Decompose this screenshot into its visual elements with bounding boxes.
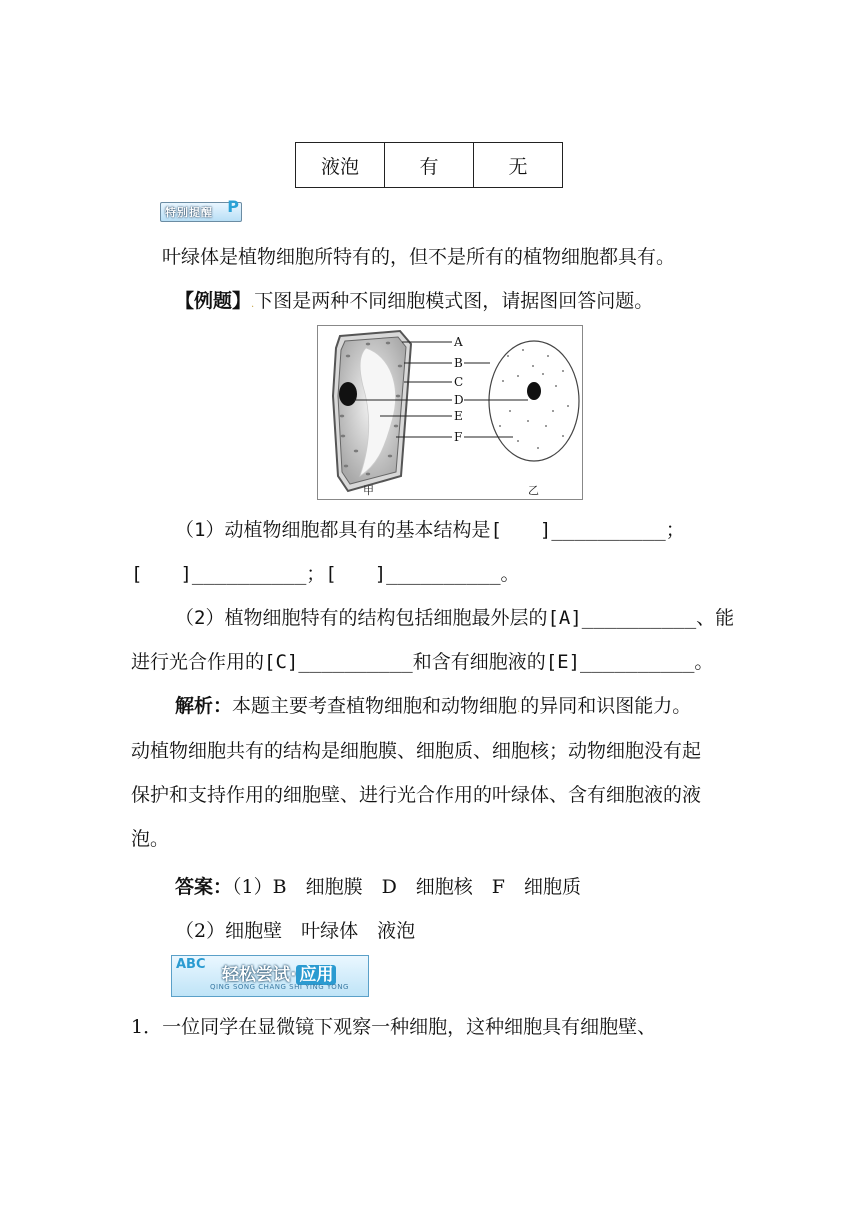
answer-text-1: （1）B 细胞膜 D 细胞核 F 细胞质 (232, 876, 581, 898)
question-2-line-2: 进行光合作用的[C]__________和含有细胞液的[E]__________。 (131, 651, 714, 673)
answer-label: 答案： (175, 876, 233, 898)
comparison-table (295, 142, 563, 188)
badge-label: 特别提醒 (165, 206, 213, 219)
question-2-line-1: （2）植物细胞特有的结构包括细胞最外层的[A]__________、能 (175, 607, 735, 629)
analysis-label: 解析： (175, 695, 233, 717)
question-1-line-1: （1）动植物细胞都具有的基本结构是[ ]__________； (175, 519, 685, 541)
cell-diagram-figure (317, 325, 583, 500)
badge-title-highlight: 应用 (296, 965, 336, 985)
dot-mark: . (251, 299, 255, 310)
analysis-text-1b: 的异同和识图能力。 (520, 695, 692, 717)
special-reminder-badge (160, 197, 242, 222)
badge-title (222, 960, 336, 985)
question-1-line-2: [ ]__________；[ ]__________。 (131, 563, 520, 585)
label-e: E (454, 409, 463, 423)
table-cell-plant: 有 (385, 143, 474, 188)
table-row (296, 143, 563, 188)
label-a: A (454, 335, 463, 349)
tip-text: 叶绿体是植物细胞所特有的，但不是所有的植物细胞都具有。 (162, 246, 676, 268)
table-cell-animal: 无 (474, 143, 563, 188)
answer-line-2: （2）细胞壁 叶绿体 液泡 (175, 920, 416, 942)
label-f: F (454, 430, 463, 444)
analysis-line-2: 动植物细胞共有的结构是细胞膜、细胞质、细胞核；动物细胞没有起 (131, 740, 702, 762)
dot-mark: . (517, 704, 521, 715)
answer-line-1 (175, 873, 581, 901)
question-next: 1．一位同学在显微镜下观察一种细胞，这种细胞具有细胞壁、 (131, 1016, 657, 1038)
example-heading (175, 287, 653, 319)
example-tag: 【例题】 (175, 290, 252, 312)
badge-glyph-icon: P (227, 197, 239, 216)
caption-plant-cell: 甲 (363, 484, 374, 497)
abc-letters-icon: ABC (176, 957, 206, 972)
label-d: D (454, 393, 464, 407)
easy-try-application-badge (171, 955, 369, 997)
table-cell-structure: 液泡 (296, 143, 385, 188)
analysis-line-1 (175, 692, 691, 724)
analysis-line-4: 泡。 (131, 828, 170, 850)
badge-title-text: 轻松尝试· (222, 965, 297, 985)
cell-diagram (318, 326, 582, 499)
badge-subtitle: QING SONG CHANG SHI YING YONG (210, 983, 349, 991)
label-c: C (454, 375, 464, 389)
analysis-line-3: 保护和支持作用的细胞壁、进行光合作用的叶绿体、含有细胞液的液 (131, 784, 702, 806)
plant-nucleus (339, 382, 357, 406)
caption-animal-cell: 乙 (528, 484, 539, 497)
example-text: 下图是两种不同细胞模式图，请据图回答问题。 (254, 290, 654, 312)
animal-nucleus (527, 382, 541, 400)
analysis-text-1a: 本题主要考查植物细胞和动物细胞 (232, 695, 518, 717)
label-b: B (454, 356, 463, 370)
animal-cell-membrane (489, 341, 579, 461)
